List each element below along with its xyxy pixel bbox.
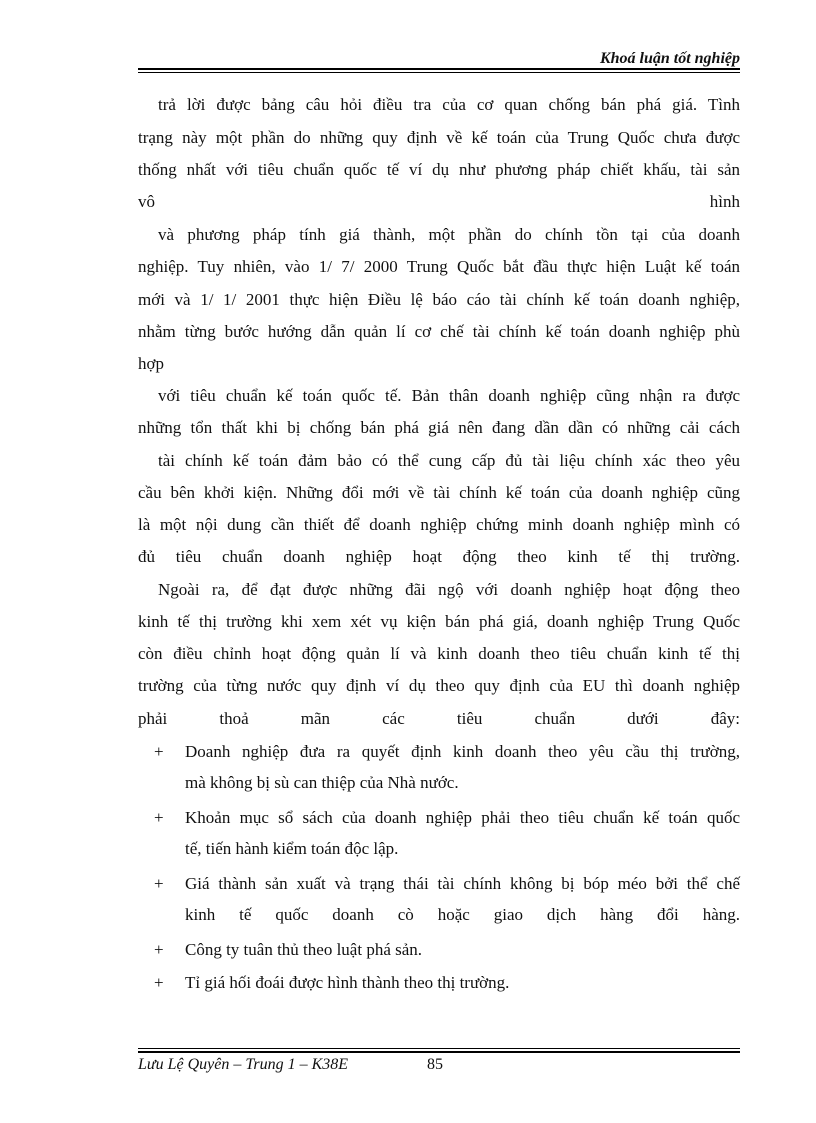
text-line: thống nhất với tiêu chuẩn quốc tế ví dụ như phương pháp chiết khấu, tài sản [138,160,740,179]
text-line: với tiêu chuẩn kế toán quốc tế. Bản thân doanh nghiệp cũng nhận ra được [158,386,740,405]
bullet-marker: + [154,940,164,959]
list-item: mà không bị sù can thiệp của Nhà nước. [185,773,459,792]
page-number: 85 [427,1056,443,1073]
text-line: hợp [138,354,164,373]
text-line: là một nội dung cần thiết để doanh nghiệp chứng minh doanh nghiệp mình có [138,515,740,534]
bullet-marker: + [154,808,164,827]
list-item: Doanh nghiệp đưa ra quyết định kinh doanh theo yêu cầu thị trường, [185,742,740,761]
text-line: nhằm từng bước hướng dẫn quản lí cơ chế tài chính kế toán doanh nghiệp phù [138,322,740,341]
text-line: kinh tế thị trường khi xem xét vụ kiện bán phá giá, doanh nghiệp Trung Quốc [138,612,740,631]
list-item: Công ty tuân thủ theo luật phá sản. [185,940,423,959]
footer-rule [138,1051,740,1053]
header-title: Khoá luận tốt nghiệp [599,50,740,67]
text-line: và phương pháp tính giá thành, một phần do chính tồn tại của doanh [158,225,740,244]
list-item: kinh tế quốc doanh cò hoặc giao dịch hàng đổi hàng. [185,905,740,924]
footer-rule-thin [138,1048,740,1049]
text-line: trường của từng nước quy định ví dụ theo quy định của EU thì doanh nghiệp [138,676,740,695]
header-rule-thin [138,72,740,73]
text-line: những tổn thất khi bị chống bán phá giá nên đang dần dần có những cải cách [138,418,740,437]
text-line: còn điều chỉnh hoạt động quản lí và kinh doanh theo tiêu chuẩn kinh tế thị [138,644,740,663]
text-line: Ngoài ra, để đạt được những đãi ngộ với doanh nghiệp hoạt động theo [158,580,740,599]
text-line: trạng này một phần do những quy định về kế toán của Trung Quốc chưa được [138,128,740,147]
text-line: cầu bên khởi kiện. Những đổi mới về tài chính kế toán của doanh nghiệp cũng [138,483,740,502]
list-item: Tỉ giá hối đoái được hình thành theo thị trường. [185,973,510,992]
bullet-marker: + [154,874,164,893]
list-item: tế, tiến hành kiểm toán độc lập. [185,839,399,858]
footer-author: Lưu Lệ Quyên – Trung 1 – K38E [138,1056,349,1073]
list-item: Khoản mục sổ sách của doanh nghiệp phải theo tiêu chuẩn kế toán quốc [185,808,740,827]
bullet-marker: + [154,742,164,761]
text-line: nghiệp. Tuy nhiên, vào 1/ 7/ 2000 Trung Quốc bắt đầu thực hiện Luật kế toán [138,257,740,276]
text-line: tài chính kế toán đảm bảo có thể cung cấp đủ tài liệu chính xác theo yêu [158,451,740,470]
text-line: đủ tiêu chuẩn doanh nghiệp hoạt động theo kinh tế thị trường. [138,547,740,566]
text-line: mới và 1/ 1/ 2001 thực hiện Điều lệ báo cáo tài chính kế toán doanh nghiệp, [138,290,740,309]
text-line: vô hình [138,192,740,211]
list-item: Giá thành sản xuất và trạng thái tài chính không bị bóp méo bởi thể chế [185,874,740,893]
bullet-marker: + [154,973,164,992]
header-rule [138,68,740,70]
text-line: phải thoả mãn các tiêu chuẩn dưới đây: [138,709,740,728]
text-line: trả lời được bảng câu hỏi điều tra của cơ quan chống bán phá giá. Tình [158,95,740,114]
